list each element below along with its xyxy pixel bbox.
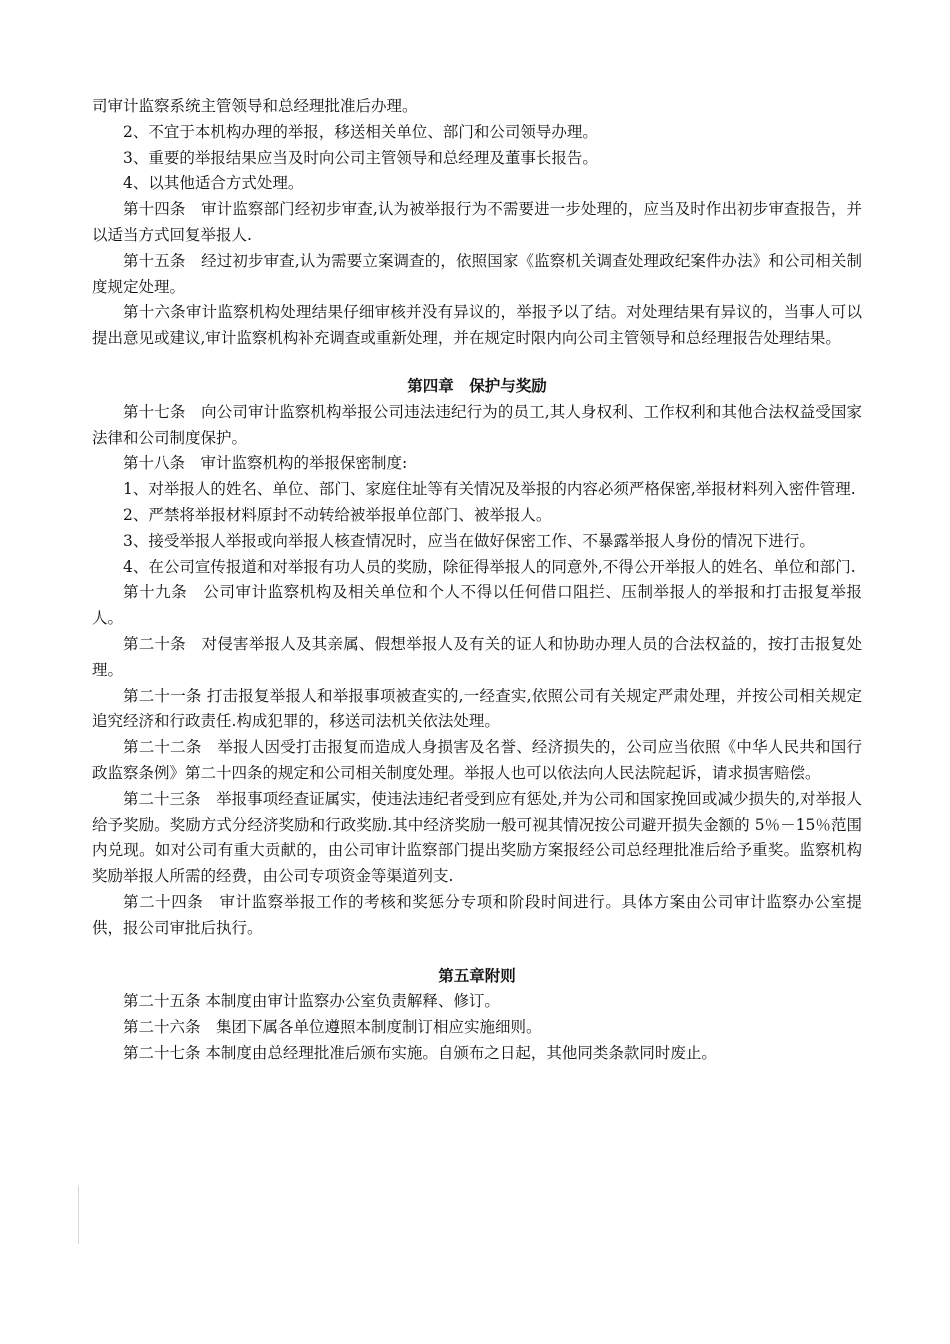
chapter-4-title: 第四章 保护与奖励 <box>407 376 547 395</box>
article-17: 第十七条 向公司审计监察机构举报公司违法违纪行为的员工,其人身权利、工作权利和其他合法权益受国家法律和公司制度保护。 <box>92 402 862 447</box>
article-15: 第十五条 经过初步审查,认为需要立案调查的，依照国家《监察机关调查处理政纪案件办法》和公司相关制度规定处理。 <box>92 251 862 296</box>
article-19: 第十九条 公司审计监察机构及相关单位和个人不得以任何借口阻拦、压制举报人的举报和打击报复举报人。 <box>92 583 862 628</box>
article-27: 第二十七条 本制度由总经理批准后颁布实施。自颁布之日起，其他同类条款同时废止。 <box>123 1043 717 1062</box>
article-18-item-4: 4、在公司宣传报道和对举报有功人员的奖励，除征得举报人的同意外,不得公开举报人的姓名、单位和部门. <box>123 557 856 576</box>
article-24: 第二十四条 审计监察举报工作的考核和奖惩分专项和阶段时间进行。具体方案由公司审计监察办公室提供，报公司审批后执行。 <box>92 892 862 937</box>
article-18-item-1: 1、对举报人的姓名、单位、部门、家庭住址等有关情况及举报的内容必须严格保密,举报材料列入密件管理. <box>123 480 856 499</box>
margin-rule <box>78 1186 79 1244</box>
paragraph-item-3: 3、重要的举报结果应当及时向公司主管领导和总经理及董事长报告。 <box>123 148 598 167</box>
section-gap <box>92 942 862 964</box>
article-21: 第二十一条 打击报复举报人和举报事项被查实的,一经查实,依照公司有关规定严肃处理，并按公司相关规定追究经济和行政责任.构成犯罪的，移送司法机关依法处理。 <box>92 686 862 731</box>
article-18-item-3: 3、接受举报人举报或向举报人核查情况时，应当在做好保密工作、不暴露举报人身份的情况下进行。 <box>123 531 815 550</box>
paragraph-item-2: 2、不宜于本机构办理的举报，移送相关单位、部门和公司领导办理。 <box>123 122 598 141</box>
article-22: 第二十二条 举报人因受打击报复而造成人身损害及名誉、经济损失的，公司应当依照《中华人民共和国行政监察条例》第二十四条的规定和公司相关制度处理。举报人也可以依法向人民法院起诉，请求损害赔偿。 <box>92 738 862 782</box>
article-14: 第十四条 审计监察部门经初步审查,认为被举报行为不需要进一步处理的，应当及时作出初步审查报告，并以适当方式回复举报人. <box>92 200 862 244</box>
article-18-item-2: 2、严禁将举报材料原封不动转给被举报单位部门、被举报人。 <box>123 505 552 524</box>
article-25: 第二十五条 本制度由审计监察办公室负责解释、修订。 <box>123 992 500 1011</box>
chapter-5-title: 第五章附则 <box>438 966 516 985</box>
article-20: 第二十条 对侵害举报人及其亲属、假想举报人及有关的证人和协助办理人员的合法权益的，按打击报复处理。 <box>92 634 862 679</box>
section-gap <box>92 352 862 374</box>
article-23: 第二十三条 举报事项经查证属实，使违法违纪者受到应有惩处,并为公司和国家挽回或减少损失的,对举报人给予奖励。奖励方式分经济奖励和行政奖励.其中经济奖励一般可视其情况按公司避开损失金额的 5％－15％范围内兑现。如对公司有重大贡献的，由公司审计监察部门提出奖励方案报经公司总经理批准后给予重奖。监察机构奖励举报人所需的经费，由公司专项资金等渠道列支. <box>92 789 862 886</box>
paragraph-continuation: 司审计监察系统主管领导和总经理批准后办理。 <box>92 97 418 115</box>
article-16: 第十六条审计监察机构处理结果仔细审核并没有异议的，举报予以了结。对处理结果有异议的，当事人可以提出意见或建议,审计监察机构补充调查或重新处理，并在规定时限内向公司主管领导和总经理报告处理结果。 <box>92 303 862 348</box>
article-26: 第二十六条 集团下属各单位遵照本制度制订相应实施细则。 <box>123 1018 542 1037</box>
paragraph-item-4: 4、以其他适合方式处理。 <box>123 174 304 193</box>
document-page <box>92 94 862 1067</box>
article-18: 第十八条 审计监察机构的举报保密制度: <box>123 454 408 473</box>
